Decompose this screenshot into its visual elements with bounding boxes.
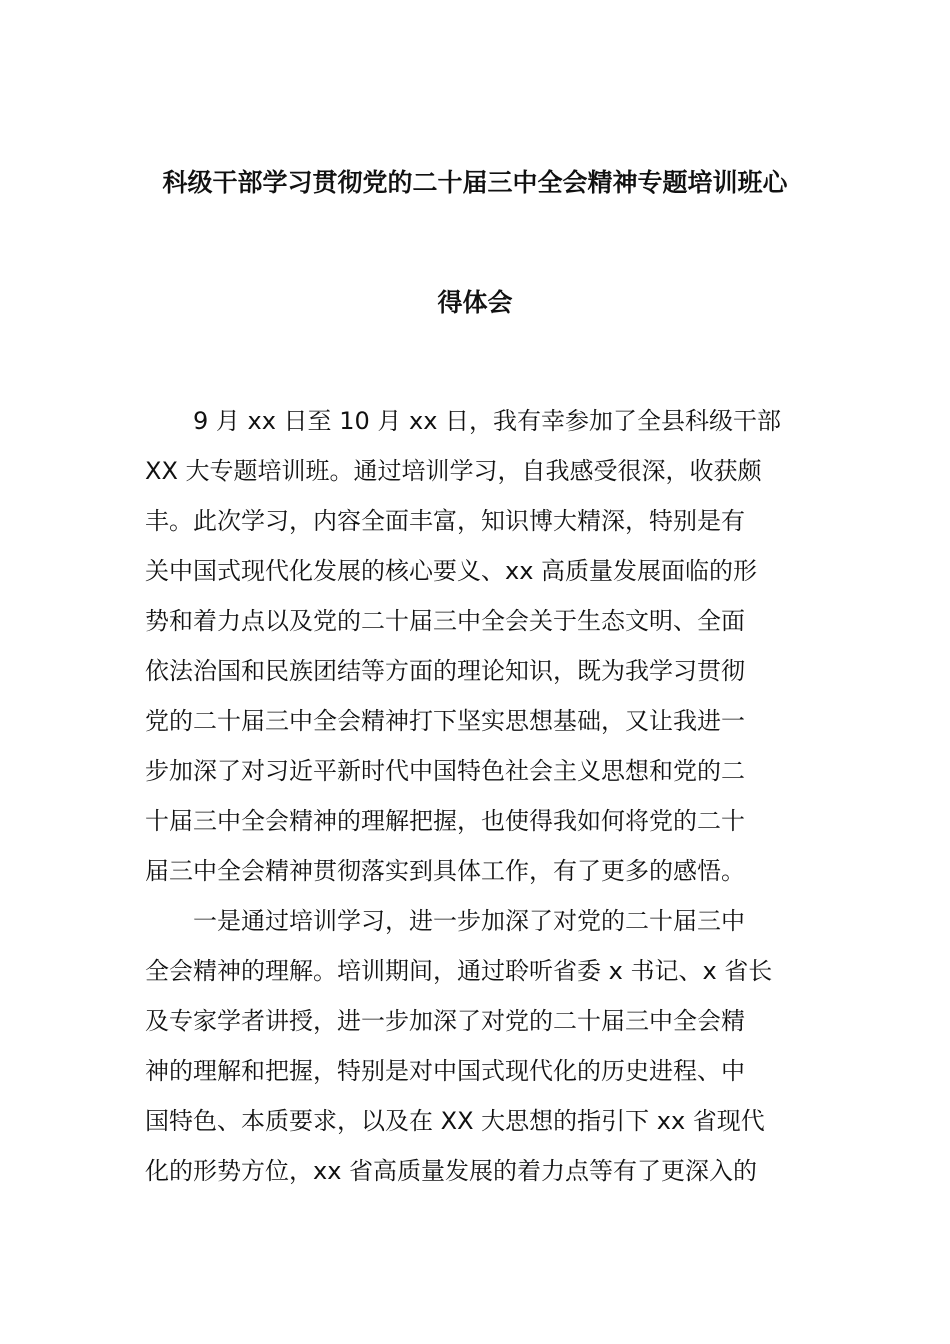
paragraph-1-line: 丰。此次学习，内容全面丰富，知识博大精深，特别是有 bbox=[145, 507, 745, 535]
paragraph-2-line: 化的形势方位，xx 省高质量发展的着力点等有了更深入的 bbox=[145, 1157, 758, 1185]
paragraph-1-line: 依法治国和民族团结等方面的理论知识，既为我学习贯彻 bbox=[145, 657, 745, 685]
paragraph-1-line: 9 月 xx 日至 10 月 xx 日，我有幸参加了全县科级干部 bbox=[193, 407, 782, 435]
paragraph-2-line: 一是通过培训学习，进一步加深了对党的二十届三中 bbox=[193, 907, 745, 935]
document-title-line-2: 得体会 bbox=[437, 288, 513, 317]
paragraph-2-line: 及专家学者讲授，进一步加深了对党的二十届三中全会精 bbox=[145, 1007, 745, 1035]
paragraph-1-line: 势和着力点以及党的二十届三中全会关于生态文明、全面 bbox=[145, 607, 745, 635]
paragraph-1-line: 党的二十届三中全会精神打下坚实思想基础，又让我进一 bbox=[145, 707, 745, 735]
paragraph-1-line: 步加深了对习近平新时代中国特色社会主义思想和党的二 bbox=[145, 757, 745, 785]
paragraph-2-line: 神的理解和把握，特别是对中国式现代化的历史进程、中 bbox=[145, 1057, 745, 1085]
paragraph-2-line: 国特色、本质要求，以及在 XX 大思想的指引下 xx 省现代 bbox=[145, 1107, 765, 1135]
paragraph-1-line: 届三中全会精神贯彻落实到具体工作，有了更多的感悟。 bbox=[145, 857, 745, 885]
paragraph-2-line: 全会精神的理解。培训期间，通过聆听省委 x 书记、x 省长 bbox=[145, 957, 773, 985]
paragraph-1-line: 十届三中全会精神的理解把握，也使得我如何将党的二十 bbox=[145, 807, 745, 835]
document-title-line-1: 科级干部学习贯彻党的二十届三中全会精神专题培训班心 bbox=[162, 168, 788, 197]
paragraph-1-line: 关中国式现代化发展的核心要义、xx 高质量发展面临的形 bbox=[145, 557, 758, 585]
paragraph-1-line: XX 大专题培训班。通过培训学习，自我感受很深，收获颇 bbox=[145, 457, 762, 485]
